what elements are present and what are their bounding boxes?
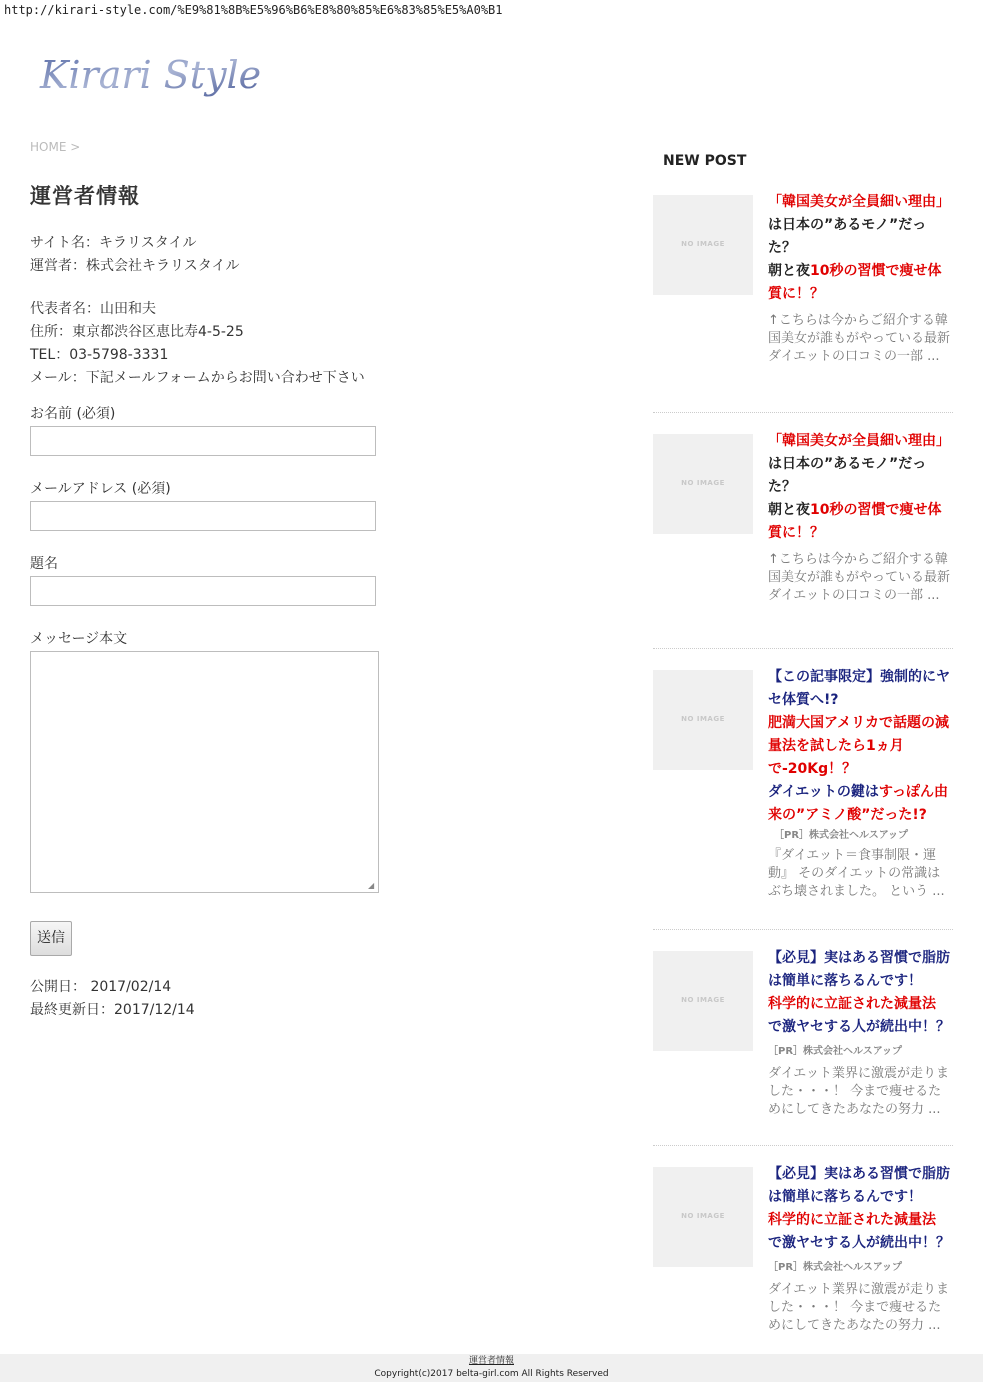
post-title-link[interactable]: 「韓国美女が全員細い理由」は日本の”あるモノ”だった？ 朝と夜10秒の習慣で痩せ体質に！？: [768, 433, 950, 541]
post-excerpt: ↑こちらは今からご紹介する韓国美女が誰もがやっている最新ダイエットの口コミの一部 ...: [768, 313, 951, 364]
no-image-label: NO IMAGE: [681, 715, 725, 723]
post-body: [768, 1163, 953, 1335]
breadcrumb-home-link[interactable]: HOME >: [30, 140, 81, 154]
no-image-label: NO IMAGE: [681, 240, 725, 248]
pr-label: ［PR］株式会社ヘルスアップ: [768, 1262, 903, 1273]
post-title-link[interactable]: 「韓国美女が全員細い理由」は日本の”あるモノ”だった？ 朝と夜10秒の習慣で痩せ体質に！？: [768, 194, 950, 302]
subject-label: 題名: [30, 556, 58, 572]
info-address: 住所：東京都渋谷区恵比寿4-5-25: [30, 324, 244, 340]
info-tel: TEL：03-5798-3331: [30, 347, 169, 363]
post-excerpt: 『ダイエット＝食事制限・運動』 そのダイエットの常識はぶち壊されました。 という ...: [768, 848, 945, 899]
post-body: [768, 947, 953, 1119]
info-operator: 運営者：株式会社キラリスタイル: [30, 258, 240, 274]
sidebar-post[interactable]: [653, 1167, 953, 1361]
footer-operator-link[interactable]: 運営者情報: [468, 1356, 514, 1366]
post-excerpt: ↑こちらは今からご紹介する韓国美女が誰もがやっている最新ダイエットの口コミの一部 ...: [768, 552, 951, 603]
pr-label: ［PR］株式会社ヘルスアップ: [774, 830, 909, 841]
main-content: [30, 140, 630, 1022]
sidebar-post[interactable]: [653, 434, 953, 649]
sidebar-post[interactable]: [653, 670, 953, 930]
submit-button[interactable]: 送信: [30, 921, 72, 956]
message-textarea[interactable]: [30, 651, 379, 893]
email-label: メールアドレス (必須): [30, 481, 171, 497]
post-thumbnail[interactable]: [653, 951, 753, 1051]
resize-grip-icon[interactable]: ◢: [368, 881, 375, 890]
post-body: [768, 191, 953, 366]
new-post-heading: NEW POST: [663, 153, 747, 169]
published-date: 公開日： 2017/02/14: [30, 979, 172, 995]
no-image-label: NO IMAGE: [681, 996, 725, 1004]
page-meta: [30, 976, 630, 1022]
post-thumbnail[interactable]: [653, 434, 753, 534]
email-input[interactable]: [30, 501, 376, 531]
no-image-label: NO IMAGE: [681, 1212, 725, 1220]
breadcrumb[interactable]: [30, 140, 630, 158]
footer: [0, 1354, 983, 1382]
post-title-link[interactable]: 【この記事限定】強制的にヤセ体質へ!? 肥満大国アメリカで話題の減量法を試したら1ヵ月で-20Kg！？ ダイエットの鍵はすっぽん由来の”アミノ酸”だった!?: [768, 669, 950, 823]
post-body: [768, 430, 953, 605]
logo-wordmark: [38, 46, 298, 116]
post-thumbnail[interactable]: [653, 670, 753, 770]
sidebar: [653, 150, 953, 1361]
post-body: [768, 666, 953, 901]
info-site-name: サイト名：キラリスタイル: [30, 235, 197, 251]
operator-info: [30, 232, 630, 390]
sidebar-post[interactable]: [653, 195, 953, 413]
pr-label: ［PR］株式会社ヘルスアップ: [768, 1046, 903, 1057]
post-thumbnail[interactable]: [653, 195, 753, 295]
message-label: メッセージ本文: [30, 631, 128, 647]
site-logo[interactable]: [38, 46, 298, 116]
updated-date: 最終更新日：2017/12/14: [30, 1002, 195, 1018]
name-input[interactable]: [30, 426, 376, 456]
page-url: http://kirari-style.com/%E9%81%8B%E5%96%B6%E8%80%85%E6%83%85%E5%A0%B1: [4, 3, 503, 17]
post-excerpt: ダイエット業界に激震が走りました・・・！ 今まで痩せるためにしてきたあなたの努力 ...: [768, 1066, 949, 1117]
page-title: 運営者情報: [30, 184, 140, 208]
post-title-link[interactable]: 【必見】実はある習慣で脂肪は簡単に落ちるんです！ 科学的に立証された減量法 で激ヤセする人が続出中！？ ［PR］株式会社ヘルスアップ: [768, 950, 950, 1057]
contact-form: [30, 404, 630, 956]
post-title-link[interactable]: 【必見】実はある習慣で脂肪は簡単に落ちるんです！ 科学的に立証された減量法 で激ヤセする人が続出中！？ ［PR］株式会社ヘルスアップ: [768, 1166, 950, 1273]
name-label: お名前 (必須): [30, 406, 116, 422]
footer-copyright: Copyright(c)2017 belta-girl.com All Rights Reserved: [374, 1369, 609, 1379]
subject-input[interactable]: [30, 576, 376, 606]
no-image-label: NO IMAGE: [681, 479, 725, 487]
post-thumbnail[interactable]: [653, 1167, 753, 1267]
svg-text:Kirari Style: Kirari Style: [40, 53, 262, 97]
info-mail: メール：下記メールフォームからお問い合わせ下さい: [30, 370, 365, 386]
sidebar-post[interactable]: [653, 951, 953, 1146]
post-excerpt: ダイエット業界に激震が走りました・・・！ 今まで痩せるためにしてきたあなたの努力 ...: [768, 1282, 949, 1333]
info-representative: 代表者名：山田和夫: [30, 301, 156, 317]
